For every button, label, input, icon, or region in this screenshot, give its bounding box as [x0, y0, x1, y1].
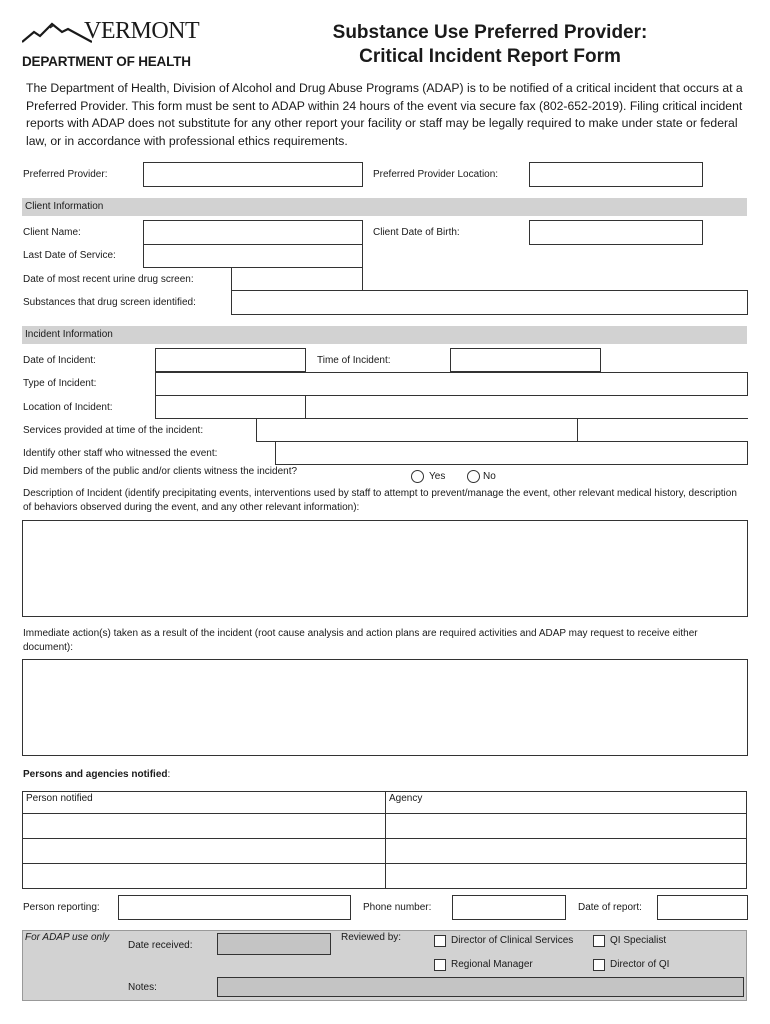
intro-paragraph: The Department of Health, Division of Alcohol and Drug Abuse Programs (ADAP) is to be notified of a critical incident that occurs at a Preferred Provider. This form must be sent to ADAP within 24 hours of the event via secure fax (802-652-2019). Filing critical incident reports with ADAP does not substitute for any other report your facility or staff may be legally required to make under state or federal law, or in accordance with professional ethics requirements.: [26, 81, 743, 148]
last-service-field[interactable]: [143, 244, 363, 268]
person-cell[interactable]: [23, 864, 386, 889]
person-cell[interactable]: [23, 814, 386, 839]
phone-field[interactable]: [452, 895, 566, 920]
adap-use-only: For ADAP use only: [25, 932, 110, 943]
description-field[interactable]: [22, 520, 748, 617]
table-header-row: [23, 792, 747, 814]
urine-screen-label: Date of most recent urine drug screen:: [23, 274, 194, 285]
incident-info-section: Incident Information: [22, 326, 747, 344]
table-row: [23, 814, 747, 839]
regional-manager-checkbox[interactable]: [434, 959, 446, 971]
actions-field[interactable]: [22, 659, 748, 756]
services-field[interactable]: [256, 418, 578, 442]
incident-date-field[interactable]: [155, 348, 306, 372]
last-service-label: Last Date of Service:: [23, 250, 116, 261]
description-label: Description of Incident (identify precipitating events, interventions used by staff to attempt to prevent/manage the event, other relevant medical history, description of behaviors observed during the event, and any other relevant information):: [23, 488, 737, 513]
director-qi-label: Director of QI: [610, 959, 670, 970]
table-row: [23, 839, 747, 864]
person-reporting-field[interactable]: [118, 895, 351, 920]
qi-specialist-label: QI Specialist: [610, 935, 667, 946]
phone-label: Phone number:: [363, 902, 432, 913]
notified-heading-text: Persons and agencies notified: [23, 769, 168, 780]
agency-cell[interactable]: [386, 814, 747, 839]
person-reporting-label: Person reporting:: [23, 902, 100, 913]
incident-location-field[interactable]: [155, 395, 306, 419]
client-dob-label: Client Date of Birth:: [373, 227, 460, 238]
qi-specialist-checkbox[interactable]: [593, 935, 605, 947]
incident-type-field[interactable]: [155, 372, 748, 396]
witness-no-label: No: [483, 471, 496, 482]
director-qi-checkbox[interactable]: [593, 959, 605, 971]
col-agency: Agency: [386, 792, 747, 814]
notified-heading-colon: :: [167, 769, 171, 780]
form-title-line1: Substance Use Preferred Provider:: [332, 22, 648, 43]
witness-question: Did members of the public and/or clients witness the incident?: [23, 466, 298, 477]
report-date-field[interactable]: [657, 895, 748, 920]
provider-location-field[interactable]: [529, 162, 703, 187]
services-label: Services provided at time of the incident:: [23, 425, 204, 436]
client-dob-field[interactable]: [529, 220, 703, 245]
incident-time-label: Time of Incident:: [317, 355, 391, 366]
incident-location-label: Location of Incident:: [23, 402, 113, 413]
client-name-label: Client Name:: [23, 227, 81, 238]
preferred-provider-label: Preferred Provider:: [23, 169, 108, 180]
notes-field[interactable]: [217, 977, 744, 997]
substances-label: Substances that drug screen identified:: [23, 297, 196, 308]
witness-yes-label: Yes: [429, 471, 446, 482]
reviewed-by-label: Reviewed by:: [341, 932, 402, 943]
client-name-field[interactable]: [143, 220, 363, 245]
notes-label: Notes:: [128, 982, 157, 993]
agency-cell[interactable]: [386, 839, 747, 864]
actions-label: Immediate action(s) taken as a result of the incident (root cause analysis and action plans are required activities and ADAP may request to receive either document):: [23, 628, 698, 653]
preferred-provider-field[interactable]: [143, 162, 363, 187]
witness-no-radio[interactable]: [467, 470, 480, 483]
other-staff-field[interactable]: [275, 441, 748, 465]
notified-table: [22, 791, 747, 889]
client-info-section: Client Information: [22, 198, 747, 216]
col-person-notified: Person notified: [23, 792, 386, 814]
substances-field[interactable]: [231, 290, 748, 315]
form-title-line2: Critical Incident Report Form: [359, 46, 621, 67]
director-clinical-checkbox[interactable]: [434, 935, 446, 947]
notified-heading: [23, 769, 170, 780]
provider-location-label: Preferred Provider Location:: [373, 169, 499, 180]
person-cell[interactable]: [23, 839, 386, 864]
director-clinical-label: Director of Clinical Services: [451, 935, 574, 946]
table-row: [23, 864, 747, 889]
logo-department: DEPARTMENT OF HEALTH: [22, 54, 191, 69]
incident-time-field[interactable]: [450, 348, 601, 372]
logo-state: VERMONT: [84, 18, 200, 44]
mountain-logo-icon: [22, 20, 92, 46]
witness-yes-radio[interactable]: [411, 470, 424, 483]
incident-date-label: Date of Incident:: [23, 355, 96, 366]
date-received-field[interactable]: [217, 933, 331, 955]
regional-manager-label: Regional Manager: [451, 959, 533, 970]
incident-type-label: Type of Incident:: [23, 378, 97, 389]
urine-screen-field[interactable]: [231, 267, 363, 291]
other-staff-label: Identify other staff who witnessed the event:: [23, 448, 218, 459]
date-received-label: Date received:: [128, 940, 193, 951]
logo: [22, 18, 200, 70]
report-date-label: Date of report:: [578, 902, 642, 913]
agency-cell[interactable]: [386, 864, 747, 889]
